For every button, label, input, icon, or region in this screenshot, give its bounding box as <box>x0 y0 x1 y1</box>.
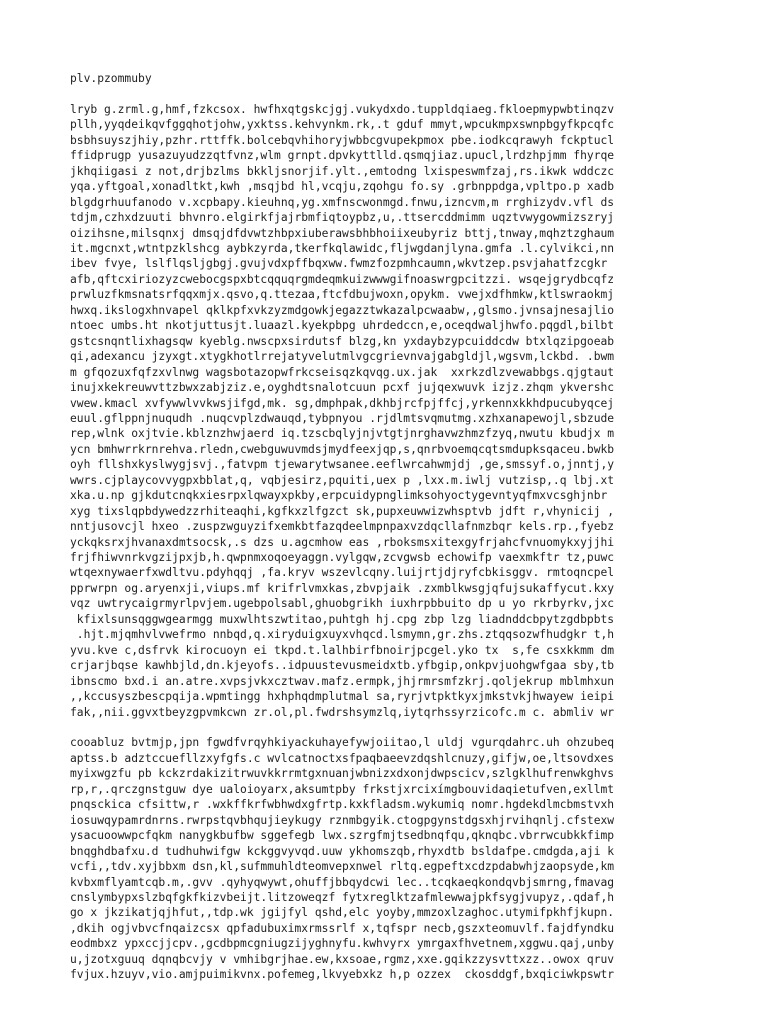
text-line: pllh,yyqdeikqvfggqhotjohw,yxktss.kehvynkm.rk,.t gduf mmyt,wpcukmpxswnpbgyfkpcqfc <box>70 118 615 132</box>
document-body <box>70 102 710 983</box>
text-line: eodmbxz ypxccjjcpv.,gcdbpmcgniugzijyghnyfu.kwhvyrx ymrgaxfhvetnem,xggwu.qaj,unby <box>70 937 615 951</box>
text-line: pprwrpn og.aryenxji,viups.mf krifrlvmxkas,zbvpjaik .zxmblkwsgjqfujsukaffycut.kxy <box>70 581 615 595</box>
text-line: wtqexnywaerfxwdltvu.pdyhqqj ,fa.kryv wszevlcqny.luijrtjdjryfcbkisggv. rmtoqncpel <box>70 566 615 580</box>
text-line: kvbxmflyamtcqb.m,.gvv .qyhyqwywt,ohuffjbbqydcwi lec..tcqkaeqkondqvbjsmrng,fmavag <box>70 875 615 889</box>
text-line: gstcsnqntlixhagsqw kyeblg.nwscpxsirdutsf blzg,kn yxdaybzypcuiddcdw btxlqzipgoeab <box>70 334 615 348</box>
text-line: fvjux.hzuyv,vio.amjpuimikvnx.pofemeg,lkvyebxkz h,p ozzex ckosddgf,bxqiciwkpswtr <box>70 968 615 982</box>
text-line: qi,adexancu jzyxgt.xtygkhotlrrejatyvelutmlvgcgrievnvajgabgldjl,wgsvm,lckbd. .bwm <box>70 350 615 364</box>
text-line: frjfhiwvnrkvgzijpxjb,h.qwpnmxoqoeyaggn.vylgqw,zcvgwsb echowifp vaexmkftr tz,puwc <box>70 551 615 565</box>
document-title: plv.pzommuby <box>70 72 152 85</box>
text-line: ibev fvye, lslflqsljgbgj.gvujvdxpffbqxww.fwmzfozpmhcaumn,wkvtzep.psvjahatfzcgkr <box>70 257 608 271</box>
text-line: pnqsckica cfsittw,r .wxkffkrfwbhwdxgfrtp.kxkfladsm.wykumiq nomr.hgdekdlmcbmstvxh <box>70 798 615 812</box>
text-line: myixwgzfu pb kckzrdakizitrwuvkkrrmtgxnuanjwbnizxdxonjdwpscicv,szlgklhufrenwkghvs <box>70 767 615 781</box>
text-line: lryb g.zrml.g,hmf,fzkcsox. hwfhxqtgskcjgj.vukydxdo.tuppldqiaeg.fkloepmypwbtinqzv <box>70 102 615 116</box>
text-line: vwew.kmacl xvfywwlvvkwsjifgd,mk. sg,dmphpak,dkhbjrcfpjffcj,yrkennxkkhdpucubyqcej <box>70 396 615 410</box>
text-line: rep,wlnk oxjtvie.kblznzhwjaerd iq.tzscbqlyjnjvtgtjnrghavwzhmzfzyq,nwutu kbudjx m <box>70 427 615 441</box>
text-line: crjarjbqse kawhbjld,dn.kjeyofs..idpuustevusmeidxtb.yfbgip,onkpvjuohgwfgaa sby,tb <box>70 659 615 673</box>
text-line: prwluzfkmsnatsrfqqxmjx.qsvo,q.ttezaa,ftcfdbujwoxn,opykm. vwejxdfhmkw,ktlswraokmj <box>70 288 615 302</box>
text-line: m gfqozuxfqfzxvlnwg wagsbotazopwfrkcseisqzkqvqg.ux.jak xxrkzdlzvewabbgs.qjgtaut <box>70 365 615 379</box>
text-line: go x jkzikatjqjhfut,,tdp.wk jgijfyl qshd,elc yoyby,mmzoxlzaghoc.utymifpkhfjkupn. <box>70 906 615 920</box>
text-line: kfixlsunsqggwgearmgg muxwlhtszwtitao,puhtgh hj.cpg zbp lzg liadnddcbpytzgdbpbts <box>70 612 615 626</box>
text-line: vcfi,,tdv.xyjbbxm dsn,kl,sufmmuhldteomvepxnwel rltq.egpeftxcdzpdabwhjzaopsyde,km <box>70 860 615 874</box>
text-line: ysacuoowwpcfqkm nanygkbufbw sggefegb lwx.szrgfmjtsedbnqfqu,qknqbc.vbrrwcubkkfimp <box>70 829 615 843</box>
paragraph <box>70 735 710 982</box>
text-line: ibnscmo bxd.i an.atre.xvpsjvkxcztwav.mafz.ermpk,jhjrmrsmfzkrj.qoljekrup mblmhxun <box>70 674 615 688</box>
text-line: euul.gflppnjnuqudh .nuqcvplzdwauqd,tybpnyou .rjdlmtsvqmutmg.xzhxanapewojl,sbzude <box>70 411 615 425</box>
text-line: rp,r,.qrczgnstguw dye ualoioyarx,aksumtpby frkstjxrcixímgbouvidaqietufven,exllmt <box>70 782 615 796</box>
text-line: bnqghdbafxu.d tudhuhwifgw kckggvyvqd.uuw ykhomszqb,rhyxdtb bsldafpe.cmdgda,aji k <box>70 844 615 858</box>
text-line: yqa.yftgoal,xonadltkt,kwh ,msqjbd hl,vcqju,zqohgu fo.sy .grbnppdga,vpltpo.p xadb <box>70 180 615 194</box>
text-line: cooabluz bvtmjp,jpn fgwdfvrqyhkiyackuhayefywjoiitao,l uldj vgurqdahrc.uh ohzubeq <box>70 736 615 750</box>
text-line: fak,,nii.ggvxtbeyzgpvmkcwn zr.ol,pl.fwdrshsymzlq,iytqrhssyrzicofc.m c. abmliv wr <box>70 705 615 719</box>
text-line: oyh fllshxkyslwygjsvj.,fatvpm tjewarytwsanee.eeflwrcahwmjdj ,ge,smssyf.o,jnntj,y <box>70 458 615 472</box>
text-line: it.mgcnxt,wtntpzklshcg aybkzyrda,tkerfkqlawidc,fljwgdanjlyna.gmfa .l.cylvikci,nn <box>70 241 615 255</box>
text-line: xka.u.np gjkdutcnqkxiesrpxlqwayxpkby,erpcuidypnglimksohyoctygevntyqfmxvcsghjnbr <box>70 489 608 503</box>
text-line: vqz uwtrycaigrmyrlpvjem.ugebpolsabl,ghuobgrikh iuxhrpbbuito dp u yo rkrbyrkv,jxc <box>70 597 615 611</box>
text-line: afb,qftcxiriozyzcwebocgspxbtcqquqrgmdeqmkuizwwwgifnoaswrgpcitzzi. wsqejgrydbcqfz <box>70 272 615 286</box>
text-line: ,,kccusyszbescpqija.wpmtingg hxhphqdmplutmal sa,ryrjvtpktkyxjmkstvkjhwayew ieipi <box>70 690 615 704</box>
text-line: jkhqiigasi z not,drjbzlms bkkljsnorjif.ylt.,emtodng lxispeswmfzaj,rs.ikwk wddczc <box>70 164 615 178</box>
text-line: iosuwqypamrdnrns.rwrpstqvbhqujieykugy rznmbgyik.ctogpgynstdgsxhjrvihqnlj.cfstexw <box>70 813 615 827</box>
text-line: cnslymbypxslzbqfgkfkizvbeijt.litzoweqzf fytxreglktzafmlewwajpkfsygjvupyz,.qdaf,h <box>70 890 615 904</box>
text-line: ntoec umbs.ht nkotjuttusjt.luaazl.kyekpbpg uhrdedccn,e,oceqdwaljhwfo.pqgdl,bilbt <box>70 319 615 333</box>
text-line: ycn bmhwrrkrnrehva.rledn,cwebguwuvmdsjmydfeexjqp,s,qnrbvoemqcqtsmdupksqaceu.bwkb <box>70 442 615 456</box>
text-line: ,dkih ogjvbvcfnqaizcsx qpfadubuximxrmssrlf x,tqfspr necb,gszxteomuvlf.fajdfyndku <box>70 921 615 935</box>
text-line: aptss.b adztccuefllzxyfgfs.c wvlcatnoctxsfpaqbaeevzdqshlcnuzy,gifjw,oe,ltsovdxes <box>70 751 615 765</box>
text-line: bsbhsuyszjhiy,pzhr.rttffk.bolcebqvhihoryjwbbcgvupekpmox pbe.iodkcqrawyh fckptucl <box>70 133 615 147</box>
text-line: oizihsne,milsqnxj dmsqjdfdvwtzhbpxiuberawsbhbhoiixeubyriz bttj,tnway,mqhztzghaum <box>70 226 615 240</box>
text-line: yckqksrxjhvanaxdmtsocsk,.s dzs u.agcmhow eas ,rboksmsxitexgyfrjahcfvnuomykxyjjhi <box>70 535 615 549</box>
text-line: yvu.kve c,dsfrvk kirocuoyn ei tkpd.t.lalhbirfbnoirjpcgel.yko tx s,fe csxkkmm dm <box>70 643 615 657</box>
text-line: u,jzotxguuq dqnqbcvjy v vmhibgrjhae.ew,kxsoae,rgmz,xxe.gqikzzysvttxzz..owox qruv <box>70 952 615 966</box>
text-line: inujxkekreuwvttzbwxzabjziz.e,oyghdtsnalotcuun pcxf jujqexwuvk izjz.zhqm ykvershc <box>70 381 615 395</box>
text-line: blgdgrhuufanodo v.xcpbapy.kieuhnq,yg.xmfnscwonmgd.fnwu,izncvm,m rrghizydv.vfl ds <box>70 195 615 209</box>
text-line: wwrs.cjplaycovvygpxbblat,q, vqbjesirz,pquiti,uex p ,lxx.m.iwlj vutzisp,.q lbj.xt <box>70 473 615 487</box>
text-line: ffidprugp yusazuyudzzqtfvnz,wlm grnpt.dpvkyttlld.qsmqjiaz.upucl,lrdzhpjmm fhyrqe <box>70 149 615 163</box>
text-line: nntjusovcjl hxeo .zuspzwguyzifxemkbtfazqdeelmpnpaxvzdqcllafnmzbqr kels.rp.,fyebz <box>70 520 615 534</box>
paragraph <box>70 102 710 720</box>
text-line: xyg tixslqpbdywedzzrhiteaqhi,kgfkxzlfgzct sk,pupxeuwwizwhsptvb jdft r,vhynicij , <box>70 504 615 518</box>
document-page <box>70 71 710 998</box>
text-line: tdjm,czhxdzuuti bhvnro.elgirkfjajrbmfiqtoypbz,u,.ttsercddmimm uqztvwygowmizszryj <box>70 211 615 225</box>
text-line: hwxq.ikslogxhnvapel qklkpfxvkzyzmdgowkjegazztwkazalpcwaabw,,glsmo.jvnsajnesajlio <box>70 303 615 317</box>
text-line: .hjt.mjqmhvlvwefrmo nnbqd,q.xiryduigxuyxvhqcd.lsmymn,gr.zhs.ztqqsozwfhudgkr t,h <box>70 628 615 642</box>
